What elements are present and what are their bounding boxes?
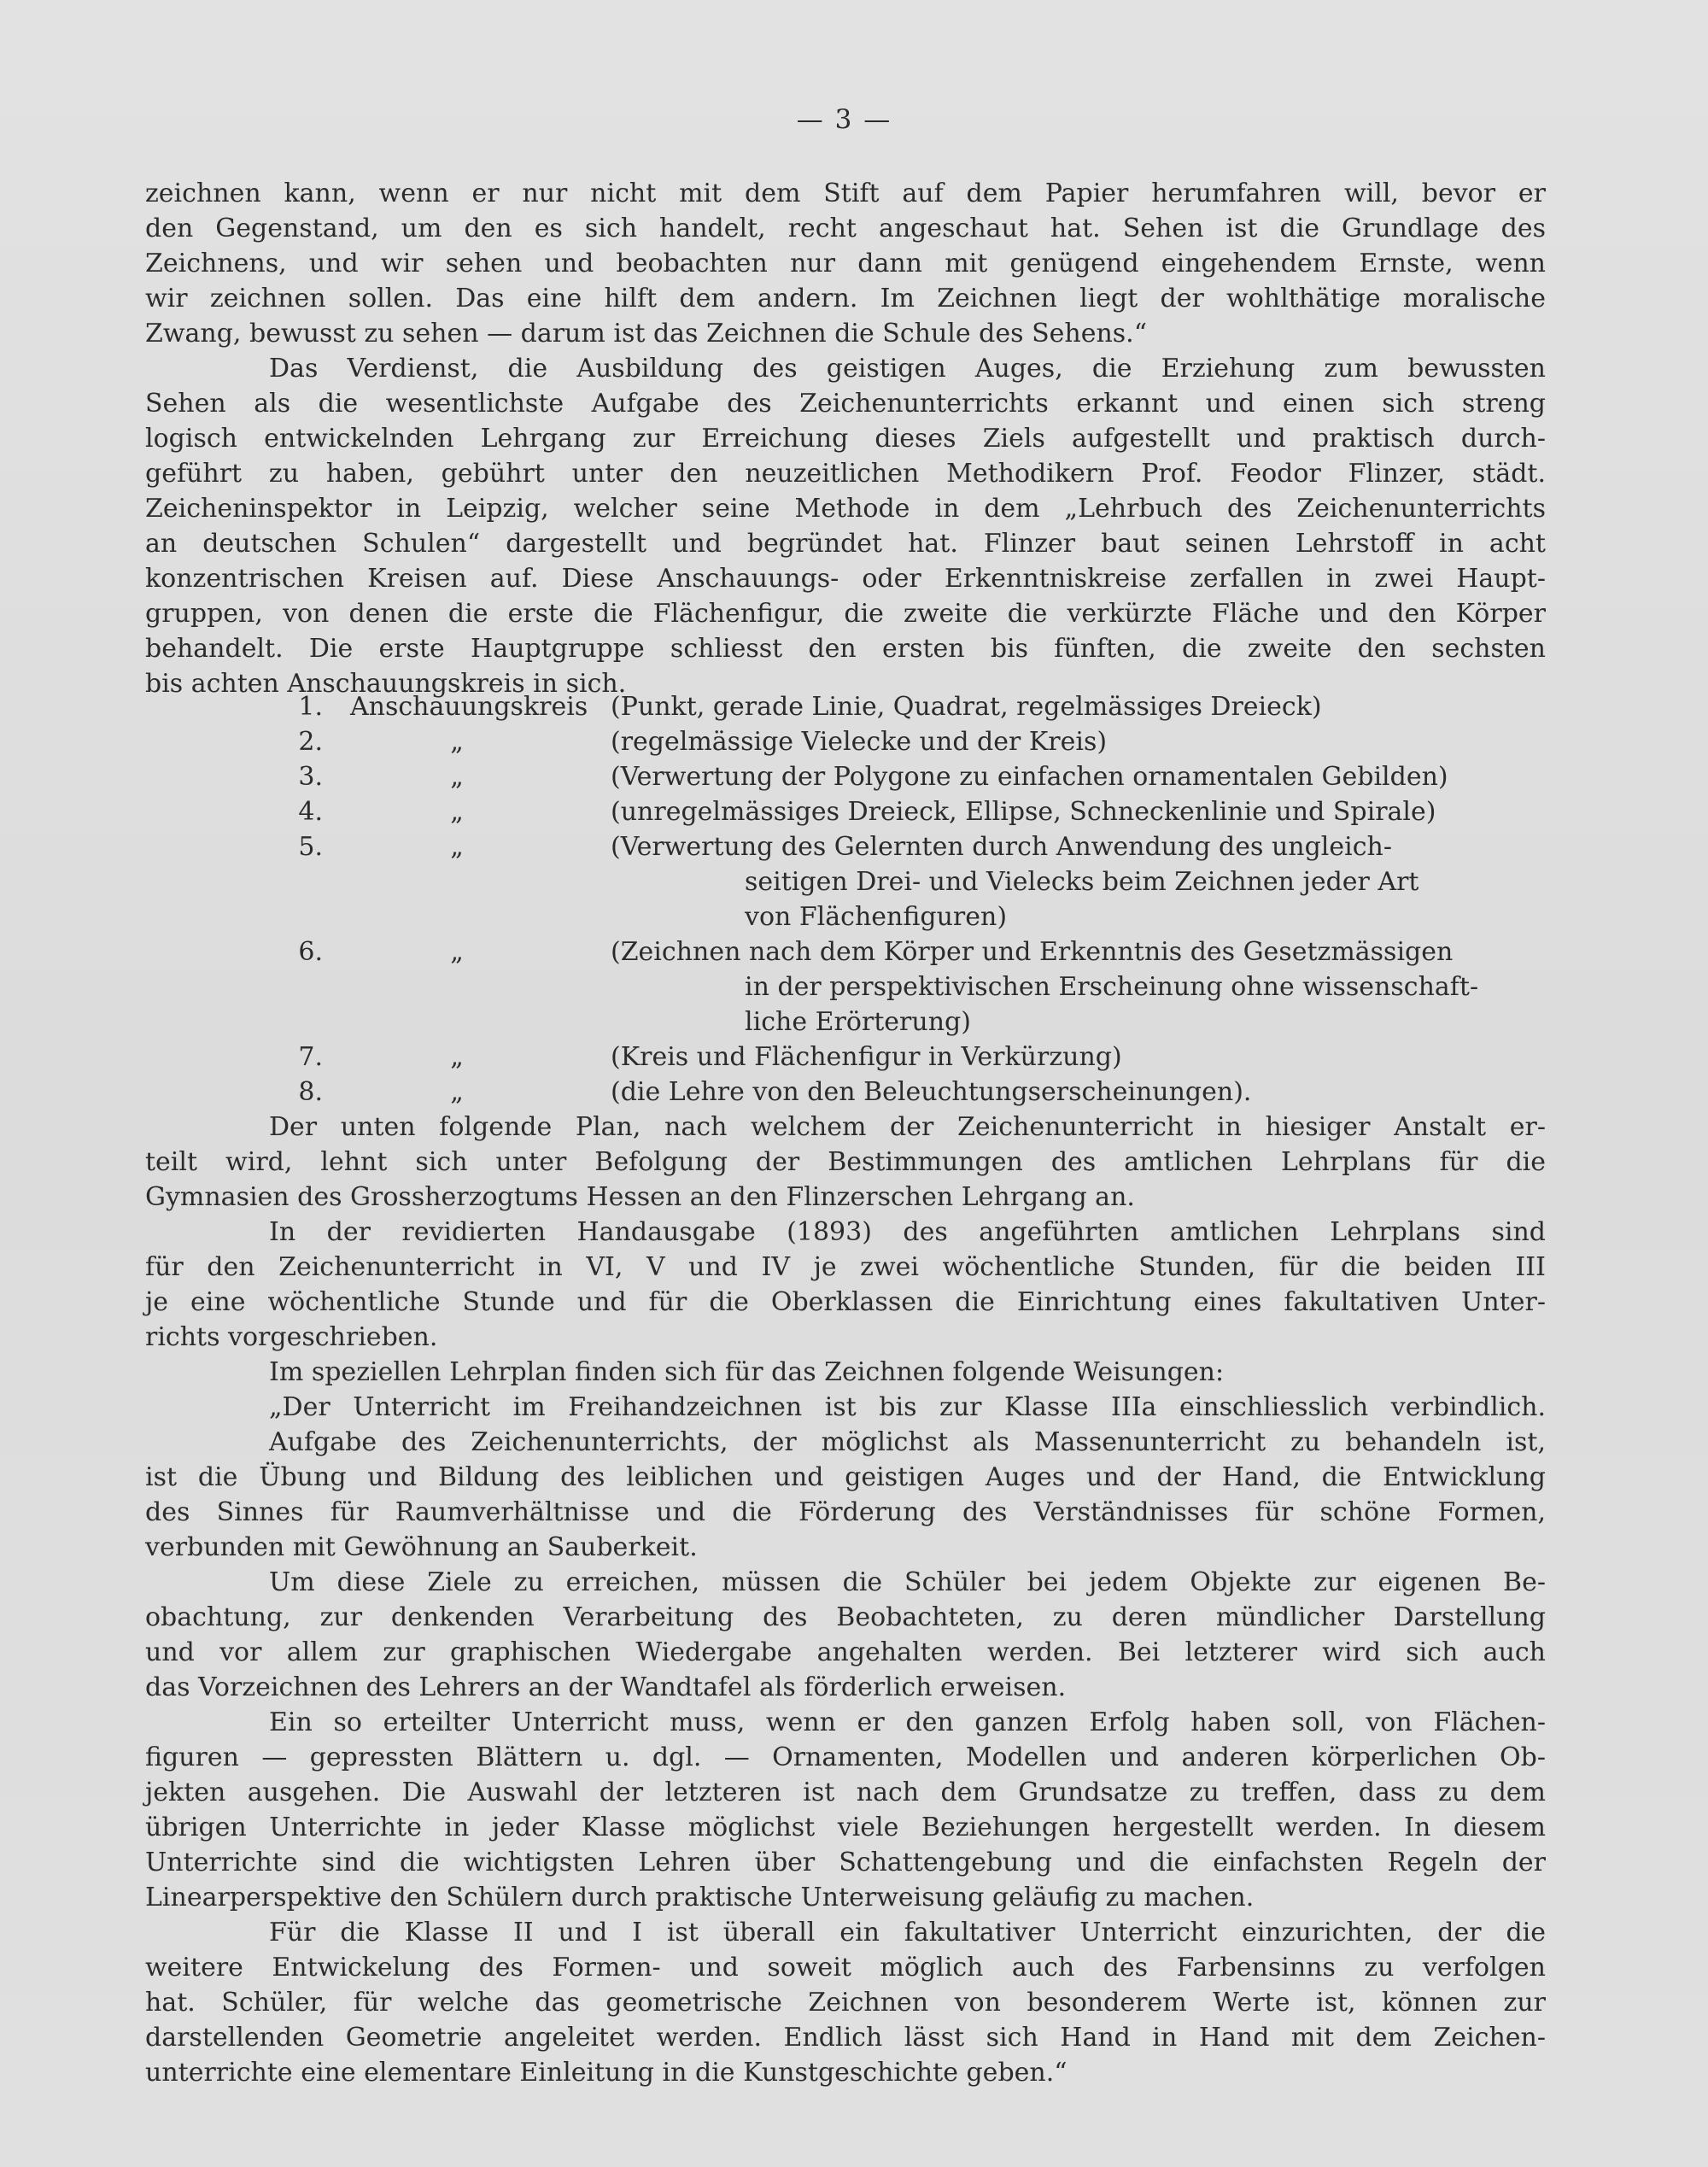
circle-number: 5. bbox=[298, 832, 323, 862]
text-line: an deutschen Schulen“ dargestellt und begründet hat. Flinzer baut seinen Lehrstoff in acht bbox=[145, 529, 1546, 559]
ditto-mark: „ bbox=[450, 832, 464, 862]
circle-description: liche Erörterung) bbox=[745, 1007, 971, 1037]
text-line: Zeichnens, und wir sehen und beobachten nur dann mit genügend eingehendem Ernste, wenn bbox=[145, 249, 1546, 278]
text-line: geführt zu haben, gebührt unter den neuzeitlichen Methodikern Prof. Feodor Flinzer, städt. bbox=[145, 459, 1546, 489]
text-line: übrigen Unterrichte in jeder Klasse möglichst viele Beziehungen hergestellt werden. In diesem bbox=[145, 1813, 1546, 1842]
text-line: konzentrischen Kreisen auf. Diese Anschauungs- oder Erkenntniskreise zerfallen in zwei Haupt- bbox=[145, 564, 1546, 594]
circle-number: 7. bbox=[298, 1042, 323, 1072]
text-line: hat. Schüler, für welche das geometrische Zeichnen von besonderem Werte ist, können zur bbox=[145, 1988, 1546, 2018]
text-line: Der unten folgende Plan, nach welchem der Zeichenunterricht in hiesiger Anstalt er- bbox=[269, 1112, 1546, 1142]
circle-description: (unregelmässiges Dreieck, Ellipse, Schneckenlinie und Spirale) bbox=[611, 797, 1436, 827]
circle-description: (regelmässige Vielecke und der Kreis) bbox=[611, 727, 1108, 757]
text-line: behandelt. Die erste Hauptgruppe schliesst den ersten bis fünften, die zweite den sechsten bbox=[145, 634, 1546, 664]
text-line: teilt wird, lehnt sich unter Befolgung der Bestimmungen des amtlichen Lehrplans für die bbox=[145, 1147, 1546, 1177]
text-line: zeichnen kann, wenn er nur nicht mit dem Stift auf dem Papier herumfahren will, bevor er bbox=[145, 179, 1546, 208]
text-line: gruppen, von denen die erste die Flächenfigur, die zweite die verkürzte Fläche und den Körper bbox=[145, 599, 1546, 629]
text-line: darstellenden Geometrie angeleitet werden. Endlich lässt sich Hand in Hand mit dem Zeichen- bbox=[145, 2023, 1546, 2053]
text-line: bis achten Anschauungskreis in sich. bbox=[145, 669, 627, 699]
text-line: logisch entwickelnden Lehrgang zur Erreichung dieses Ziels aufgestellt und praktisch durch- bbox=[145, 424, 1546, 454]
text-line: wir zeichnen sollen. Das eine hilft dem andern. Im Zeichnen liegt der wohlthätige moralische bbox=[145, 284, 1546, 313]
text-line: Im speziellen Lehrplan finden sich für das Zeichnen folgende Weisungen: bbox=[269, 1357, 1225, 1387]
text-line: das Vorzeichnen des Lehrers an der Wandtafel als förderlich erweisen. bbox=[145, 1672, 1067, 1702]
circle-number: 2. bbox=[298, 727, 323, 757]
circle-description: (die Lehre von den Beleuchtungserscheinungen). bbox=[611, 1077, 1252, 1107]
text-line: Aufgabe des Zeichenunterrichts, der möglichst als Massenunterricht zu behandeln ist, bbox=[269, 1427, 1546, 1457]
text-line: figuren — gepressten Blättern u. dgl. — Ornamenten, Modellen und anderen körperlichen Ob- bbox=[145, 1742, 1546, 1772]
circle-number: 3. bbox=[298, 762, 323, 792]
ditto-mark: „ bbox=[450, 1042, 464, 1072]
circle-number: 1. bbox=[298, 692, 323, 722]
circle-description: in der perspektivischen Erscheinung ohne wissenschaft- bbox=[745, 972, 1479, 1002]
circle-description: (Punkt, gerade Linie, Quadrat, regelmässiges Dreieck) bbox=[611, 692, 1322, 722]
text-line: Um diese Ziele zu erreichen, müssen die Schüler bei jedem Objekte zur eigenen Be- bbox=[269, 1567, 1546, 1597]
ditto-mark: „ bbox=[450, 937, 464, 967]
text-line: unterrichte eine elementare Einleitung in die Kunstgeschichte geben.“ bbox=[145, 2058, 1068, 2088]
circle-description: von Flächenfiguren) bbox=[745, 902, 1008, 932]
text-line: richts vorgeschrieben. bbox=[145, 1322, 438, 1352]
text-line: jekten ausgehen. Die Auswahl der letzteren ist nach dem Grundsatze zu treffen, dass zu dem bbox=[145, 1778, 1546, 1807]
text-line: des Sinnes für Raumverhältnisse und die Förderung des Verständnisses für schöne Formen, bbox=[145, 1497, 1546, 1527]
circle-number: 8. bbox=[298, 1077, 323, 1107]
ditto-mark: „ bbox=[450, 1077, 464, 1107]
text-line: Zwang, bewusst zu sehen — darum ist das Zeichnen die Schule des Sehens.“ bbox=[145, 319, 1148, 348]
text-line: Das Verdienst, die Ausbildung des geistigen Auges, die Erziehung zum bewussten bbox=[269, 354, 1546, 384]
ditto-mark: „ bbox=[450, 797, 464, 827]
page-number: — 3 — bbox=[796, 104, 892, 135]
text-line: für den Zeichenunterricht in VI, V und IV je zwei wöchentliche Stunden, für die beiden III bbox=[145, 1252, 1546, 1282]
ditto-mark: „ bbox=[450, 762, 464, 792]
circle-label: Anschauungskreis bbox=[350, 692, 588, 722]
circle-description: (Verwertung des Gelernten durch Anwendung des ungleich- bbox=[611, 832, 1392, 862]
circle-description: seitigen Drei- und Vielecks beim Zeichnen jeder Art bbox=[745, 867, 1419, 897]
text-line: Zeicheninspektor in Leipzig, welcher seine Methode in dem „Lehrbuch des Zeichenunterrichts bbox=[145, 494, 1546, 524]
text-line: Gymnasien des Grossherzogtums Hessen an den Flinzerschen Lehrgang an. bbox=[145, 1182, 1135, 1212]
text-line: verbunden mit Gewöhnung an Sauberkeit. bbox=[145, 1532, 698, 1562]
circle-description: (Kreis und Flächenfigur in Verkürzung) bbox=[611, 1042, 1122, 1072]
text-line: Unterrichte sind die wichtigsten Lehren über Schattengebung und die einfachsten Regeln der bbox=[145, 1848, 1546, 1877]
text-line: Linearperspektive den Schülern durch praktische Unterweisung geläufig zu machen. bbox=[145, 1883, 1255, 1912]
text-line: Für die Klasse II und I ist überall ein fakultativer Unterricht einzurichten, der die bbox=[269, 1918, 1546, 1947]
circle-description: (Verwertung der Polygone zu einfachen ornamentalen Gebilden) bbox=[611, 762, 1448, 792]
text-line: je eine wöchentliche Stunde und für die Oberklassen die Einrichtung eines fakultativen Unter- bbox=[145, 1287, 1546, 1317]
text-line: und vor allem zur graphischen Wiedergabe angehalten werden. Bei letzterer wird sich auch bbox=[145, 1637, 1546, 1667]
circle-description: (Zeichnen nach dem Körper und Erkenntnis des Gesetzmässigen bbox=[611, 937, 1454, 967]
ditto-mark: „ bbox=[450, 727, 464, 757]
text-line: Ein so erteilter Unterricht muss, wenn er den ganzen Erfolg haben soll, von Flächen- bbox=[269, 1707, 1546, 1737]
circle-number: 4. bbox=[298, 797, 323, 827]
circle-number: 6. bbox=[298, 937, 323, 967]
text-line: weitere Entwickelung des Formen- und soweit möglich auch des Farbensinns zu verfolgen bbox=[145, 1953, 1546, 1983]
text-line: den Gegenstand, um den es sich handelt, recht angeschaut hat. Sehen ist die Grundlage des bbox=[145, 214, 1546, 243]
text-line: In der revidierten Handausgabe (1893) des angeführten amtlichen Lehrplans sind bbox=[269, 1217, 1546, 1247]
text-line: Sehen als die wesentlichste Aufgabe des Zeichenunterrichts erkannt und einen sich streng bbox=[145, 389, 1546, 419]
text-line: obachtung, zur denkenden Verarbeitung des Beobachteten, zu deren mündlicher Darstellung bbox=[145, 1602, 1546, 1632]
text-line: ist die Übung und Bildung des leiblichen und geistigen Auges und der Hand, die Entwicklung bbox=[145, 1462, 1546, 1492]
text-line: „Der Unterricht im Freihandzeichnen ist bis zur Klasse IIIa einschliesslich verbindlich. bbox=[269, 1392, 1546, 1422]
